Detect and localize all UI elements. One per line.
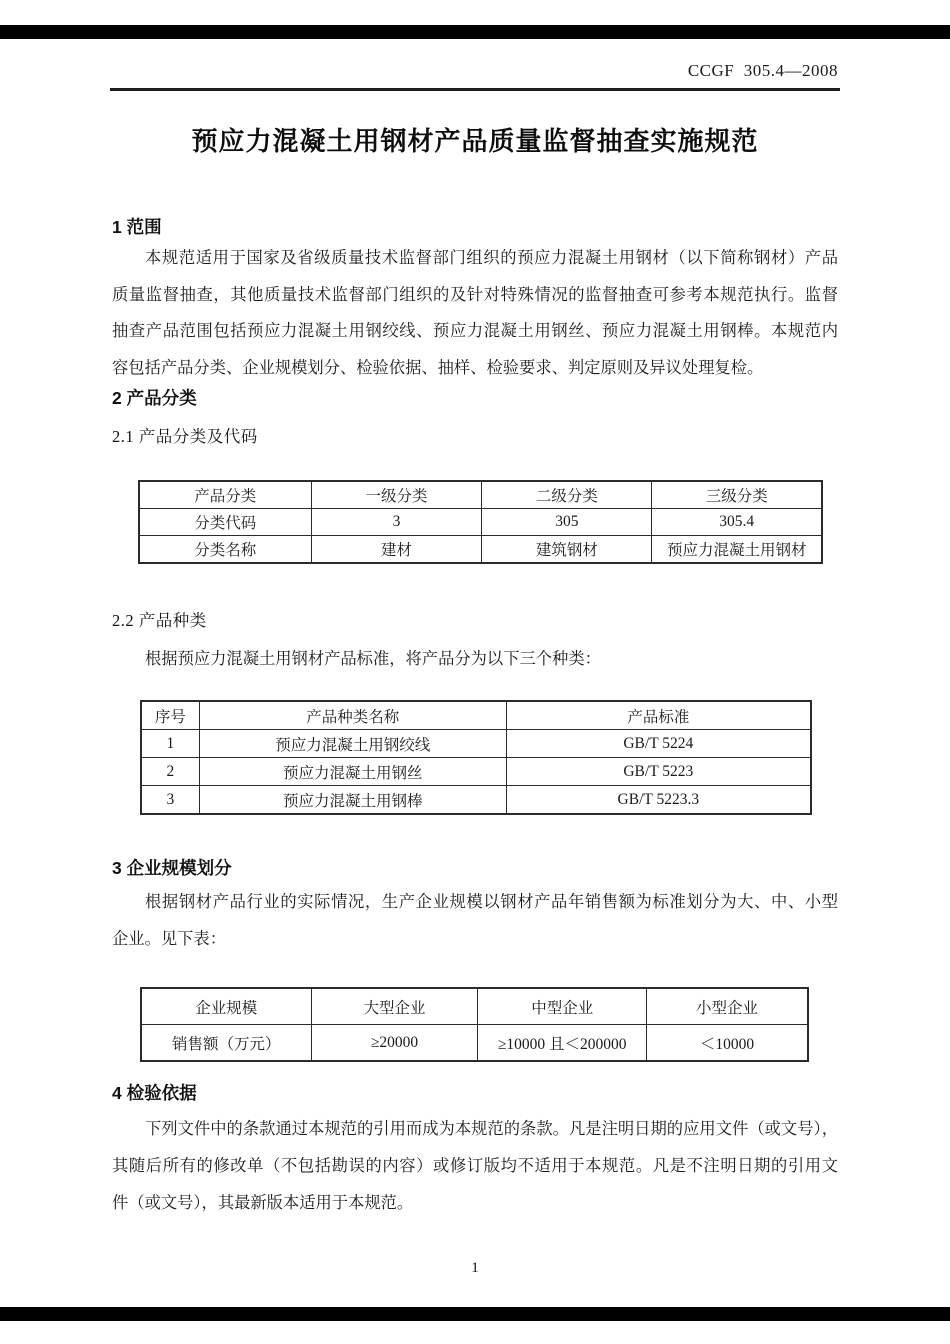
- section-4-heading: 4 检验依据: [112, 1083, 197, 1103]
- table-cell: GB/T 5224: [506, 730, 811, 758]
- table-cell: 分类名称: [139, 536, 311, 564]
- product-types-table: [140, 700, 812, 815]
- table-header-row: [139, 481, 822, 509]
- table-row: [139, 536, 822, 564]
- table-cell: GB/T 5223: [506, 758, 811, 786]
- section-3-heading: 3 企业规模划分: [112, 858, 232, 878]
- table-cell: 产品种类名称: [199, 701, 506, 730]
- table-cell: 三级分类: [652, 481, 822, 509]
- section-2-2-heading: 2.2 产品种类: [112, 611, 207, 630]
- page-number: 1: [471, 1260, 479, 1276]
- table-cell: 3: [311, 509, 482, 536]
- table-cell: GB/T 5223.3: [506, 786, 811, 815]
- table-cell: ≥20000: [311, 1025, 478, 1062]
- table-header-row: [141, 988, 808, 1025]
- table-cell: 产品标准: [506, 701, 811, 730]
- enterprise-scale-table: [140, 987, 809, 1062]
- classification-code-table: [138, 480, 823, 564]
- text-line: 根据钢材产品行业的实际情况，生产企业规模以钢材产品年销售额为标准划分为大、中、小型: [145, 892, 838, 911]
- table-cell: 分类代码: [139, 509, 311, 536]
- text-line: 件（或文号），其最新版本适用于本规范。: [112, 1193, 414, 1212]
- table-cell: ≥10000 且＜200000: [478, 1025, 647, 1062]
- table-cell: 预应力混凝土用钢材: [652, 536, 822, 564]
- table-cell: 二级分类: [482, 481, 652, 509]
- table-cell: 305.4: [652, 509, 822, 536]
- section-1-heading: 1 范围: [112, 217, 162, 237]
- table-cell: 大型企业: [311, 988, 478, 1025]
- table-cell: 建材: [311, 536, 482, 564]
- table-cell: 预应力混凝土用钢棒: [199, 786, 506, 815]
- text-line: 容包括产品分类、企业规模划分、检验依据、抽样、检验要求、判定原则及异议处理复检。: [112, 357, 764, 377]
- table-cell: 一级分类: [311, 481, 482, 509]
- section-2-2-paragraph: [112, 641, 838, 678]
- table-cell: 预应力混凝土用钢丝: [199, 758, 506, 786]
- scan-edge-bar-top: [0, 25, 950, 39]
- table-row: [141, 758, 811, 786]
- text-line: 其随后所有的修改单（不包括勘误的内容）或修订版均不适用于本规范。凡是不注明日期的引用文: [112, 1156, 838, 1175]
- table-cell: 小型企业: [647, 988, 808, 1025]
- section-3-paragraph: [112, 884, 838, 957]
- table-row: [141, 786, 811, 815]
- table-row: [139, 509, 822, 536]
- table-cell: 305: [482, 509, 652, 536]
- page-title: 预应力混凝土用钢材产品质量监督抽查实施规范: [191, 126, 759, 156]
- table-cell: 预应力混凝土用钢绞线: [199, 730, 506, 758]
- header-rule: [110, 88, 840, 91]
- table-cell: 销售额（万元）: [141, 1025, 311, 1062]
- text-line: 质量监督抽查，其他质量技术监督部门组织的及针对特殊情况的监督抽查可参考本规范执行。监督: [112, 284, 838, 304]
- text-line: 本规范适用于国家及省级质量技术监督部门组织的预应力混凝土用钢材（以下简称钢材）产品: [145, 248, 838, 267]
- section-1-paragraph: [112, 240, 838, 386]
- table-cell: ＜10000: [647, 1025, 808, 1062]
- table-row: [141, 730, 811, 758]
- section-2-heading: 2 产品分类: [112, 388, 197, 408]
- section-4-paragraph: [112, 1110, 838, 1221]
- text-line: 抽查产品范围包括预应力混凝土用钢绞线、预应力混凝土用钢丝、预应力混凝土用钢棒。本规范内: [112, 321, 838, 340]
- table-cell: 3: [141, 786, 199, 815]
- scan-edge-bar-bottom: [0, 1307, 950, 1321]
- table-cell: 序号: [141, 701, 199, 730]
- table-cell: 2: [141, 758, 199, 786]
- text-line: 企业。见下表：: [112, 928, 226, 948]
- table-cell: 产品分类: [139, 481, 311, 509]
- table-cell: 1: [141, 730, 199, 758]
- table-cell: 中型企业: [478, 988, 647, 1025]
- text-line: 根据预应力混凝土用钢材产品标准，将产品分为以下三个种类：: [145, 649, 601, 668]
- text-line: 下列文件中的条款通过本规范的引用而成为本规范的条款。凡是注明日期的应用文件（或文号），: [145, 1119, 838, 1138]
- table-row: [141, 1025, 808, 1062]
- table-cell: 企业规模: [141, 988, 311, 1025]
- section-2-1-heading: 2.1 产品分类及代码: [112, 427, 258, 446]
- doc-code: CCGF 305.4—2008: [687, 61, 838, 80]
- table-header-row: [141, 701, 811, 730]
- table-cell: 建筑钢材: [482, 536, 652, 564]
